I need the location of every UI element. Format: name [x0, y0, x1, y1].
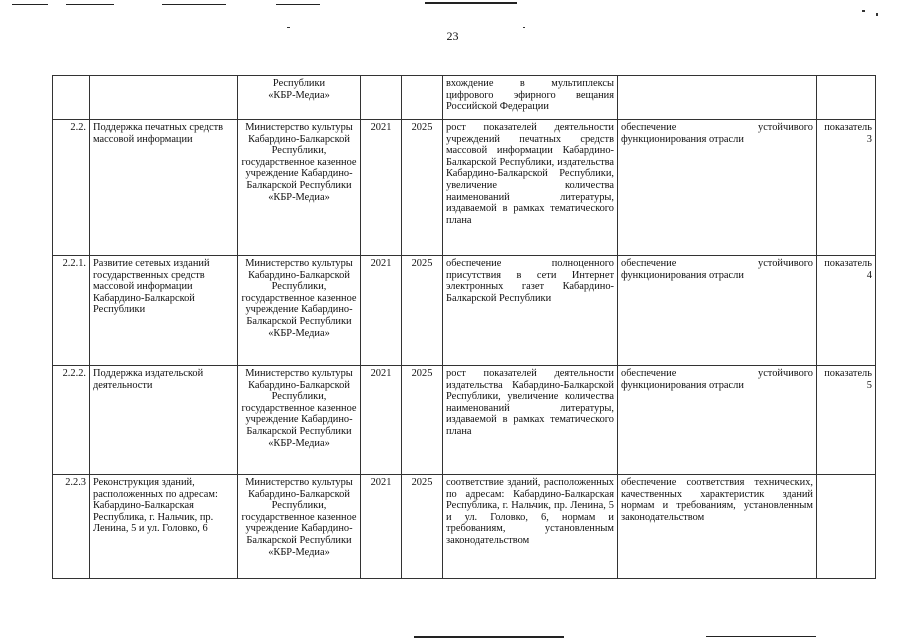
executor: Министерство культуры Кабардино-Балкарской Республики, государственное казенное учреждение Кабардино-Балкарской Республики «КБР-Медиа»: [238, 256, 361, 366]
year-end: 2025: [402, 475, 443, 579]
activity-name: Поддержка издательской деятельности: [90, 366, 238, 475]
indicator-ref: показатель 4: [817, 256, 876, 366]
year-start: 2021: [361, 256, 402, 366]
expected-result: вхождение в мультиплексы цифрового эфирного вещания Российской Федерации: [443, 76, 618, 120]
expected-result: соответствие зданий, расположенных по адресам: Кабардино-Балкарская Республика, г. Нальчик, пр. Ленина, 5 и ул. Головко, 6, нормам и требованиям, установленным законодательством: [443, 475, 618, 579]
row-number: [53, 76, 90, 120]
indicator-ref: [817, 475, 876, 579]
activity-name: Поддержка печатных средств массовой информации: [90, 120, 238, 256]
scan-line-bottom-1: [414, 636, 564, 638]
consequence: обеспечение устойчивого функционирования отрасли: [618, 120, 817, 256]
executor: Министерство культуры Кабардино-Балкарской Республики, государственное казенное учреждение Кабардино-Балкарской Республики «КБР-Медиа»: [238, 475, 361, 579]
year-end: [402, 76, 443, 120]
table-row: [53, 475, 876, 579]
table-row: [53, 256, 876, 366]
activity-name: [90, 76, 238, 120]
scan-line-top-3: [162, 4, 226, 5]
year-end: 2025: [402, 366, 443, 475]
indicator-ref: показатель 3: [817, 120, 876, 256]
row-number: 2.2.1.: [53, 256, 90, 366]
program-table: [52, 75, 876, 579]
consequence: [618, 76, 817, 120]
executor: Республики «КБР-Медиа»: [238, 76, 361, 120]
indicator-ref: [817, 76, 876, 120]
year-end: 2025: [402, 256, 443, 366]
page-number: 23: [446, 29, 459, 43]
expected-result: рост показателей деятельности учреждений печатных средств массовой информации Кабардино-Балкарской Республики, издательства Кабардино-Балкарской Республики, увеличение количества наименований литературы, издаваемой в рамках тематического плана: [443, 120, 618, 256]
scan-line-top-5: [425, 2, 517, 4]
scan-speck: [287, 27, 290, 28]
scan-line-top-2: [66, 4, 114, 5]
scan-line-bottom-2: [706, 636, 816, 637]
scan-speck: [862, 10, 865, 12]
year-start: [361, 76, 402, 120]
year-end: 2025: [402, 120, 443, 256]
year-start: 2021: [361, 366, 402, 475]
scan-speck: [523, 27, 525, 28]
activity-name: Реконструкция зданий, расположенных по адресам: Кабардино-Балкарская Республика, г. Нальчик, пр. Ленина, 5 и ул. Головко, 6: [90, 475, 238, 579]
year-start: 2021: [361, 475, 402, 579]
executor: Министерство культуры Кабардино-Балкарской Республики, государственное казенное учреждение Кабардино-Балкарской Республики «КБР-Медиа»: [238, 120, 361, 256]
scan-line-top-4: [276, 4, 320, 5]
table-row: [53, 366, 876, 475]
row-number: 2.2.2.: [53, 366, 90, 475]
expected-result: обеспечение полноценного присутствия в сети Интернет электронных газет Кабардино-Балкарской Республики: [443, 256, 618, 366]
executor: Министерство культуры Кабардино-Балкарской Республики, государственное казенное учреждение Кабардино-Балкарской Республики «КБР-Медиа»: [238, 366, 361, 475]
scan-speck: [876, 13, 878, 16]
consequence: обеспечение устойчивого функционирования отрасли: [618, 256, 817, 366]
activity-name: Развитие сетевых изданий государственных средств массовой информации Кабардино-Балкарской Республики: [90, 256, 238, 366]
table-row: [53, 120, 876, 256]
year-start: 2021: [361, 120, 402, 256]
indicator-ref: показатель 5: [817, 366, 876, 475]
scan-line-top-1: [12, 4, 48, 5]
expected-result: рост показателей деятельности издательства Кабардино-Балкарской Республики, увеличение количества наименований литературы, издаваемой в рамках тематического плана: [443, 366, 618, 475]
row-number: 2.2.: [53, 120, 90, 256]
row-number: 2.2.3: [53, 475, 90, 579]
consequence: обеспечение устойчивого функционирования отрасли: [618, 366, 817, 475]
table-row: [53, 76, 876, 120]
consequence: обеспечение соответствия технических, качественных характеристик зданий нормам и требованиям, установленным законодательством: [618, 475, 817, 579]
